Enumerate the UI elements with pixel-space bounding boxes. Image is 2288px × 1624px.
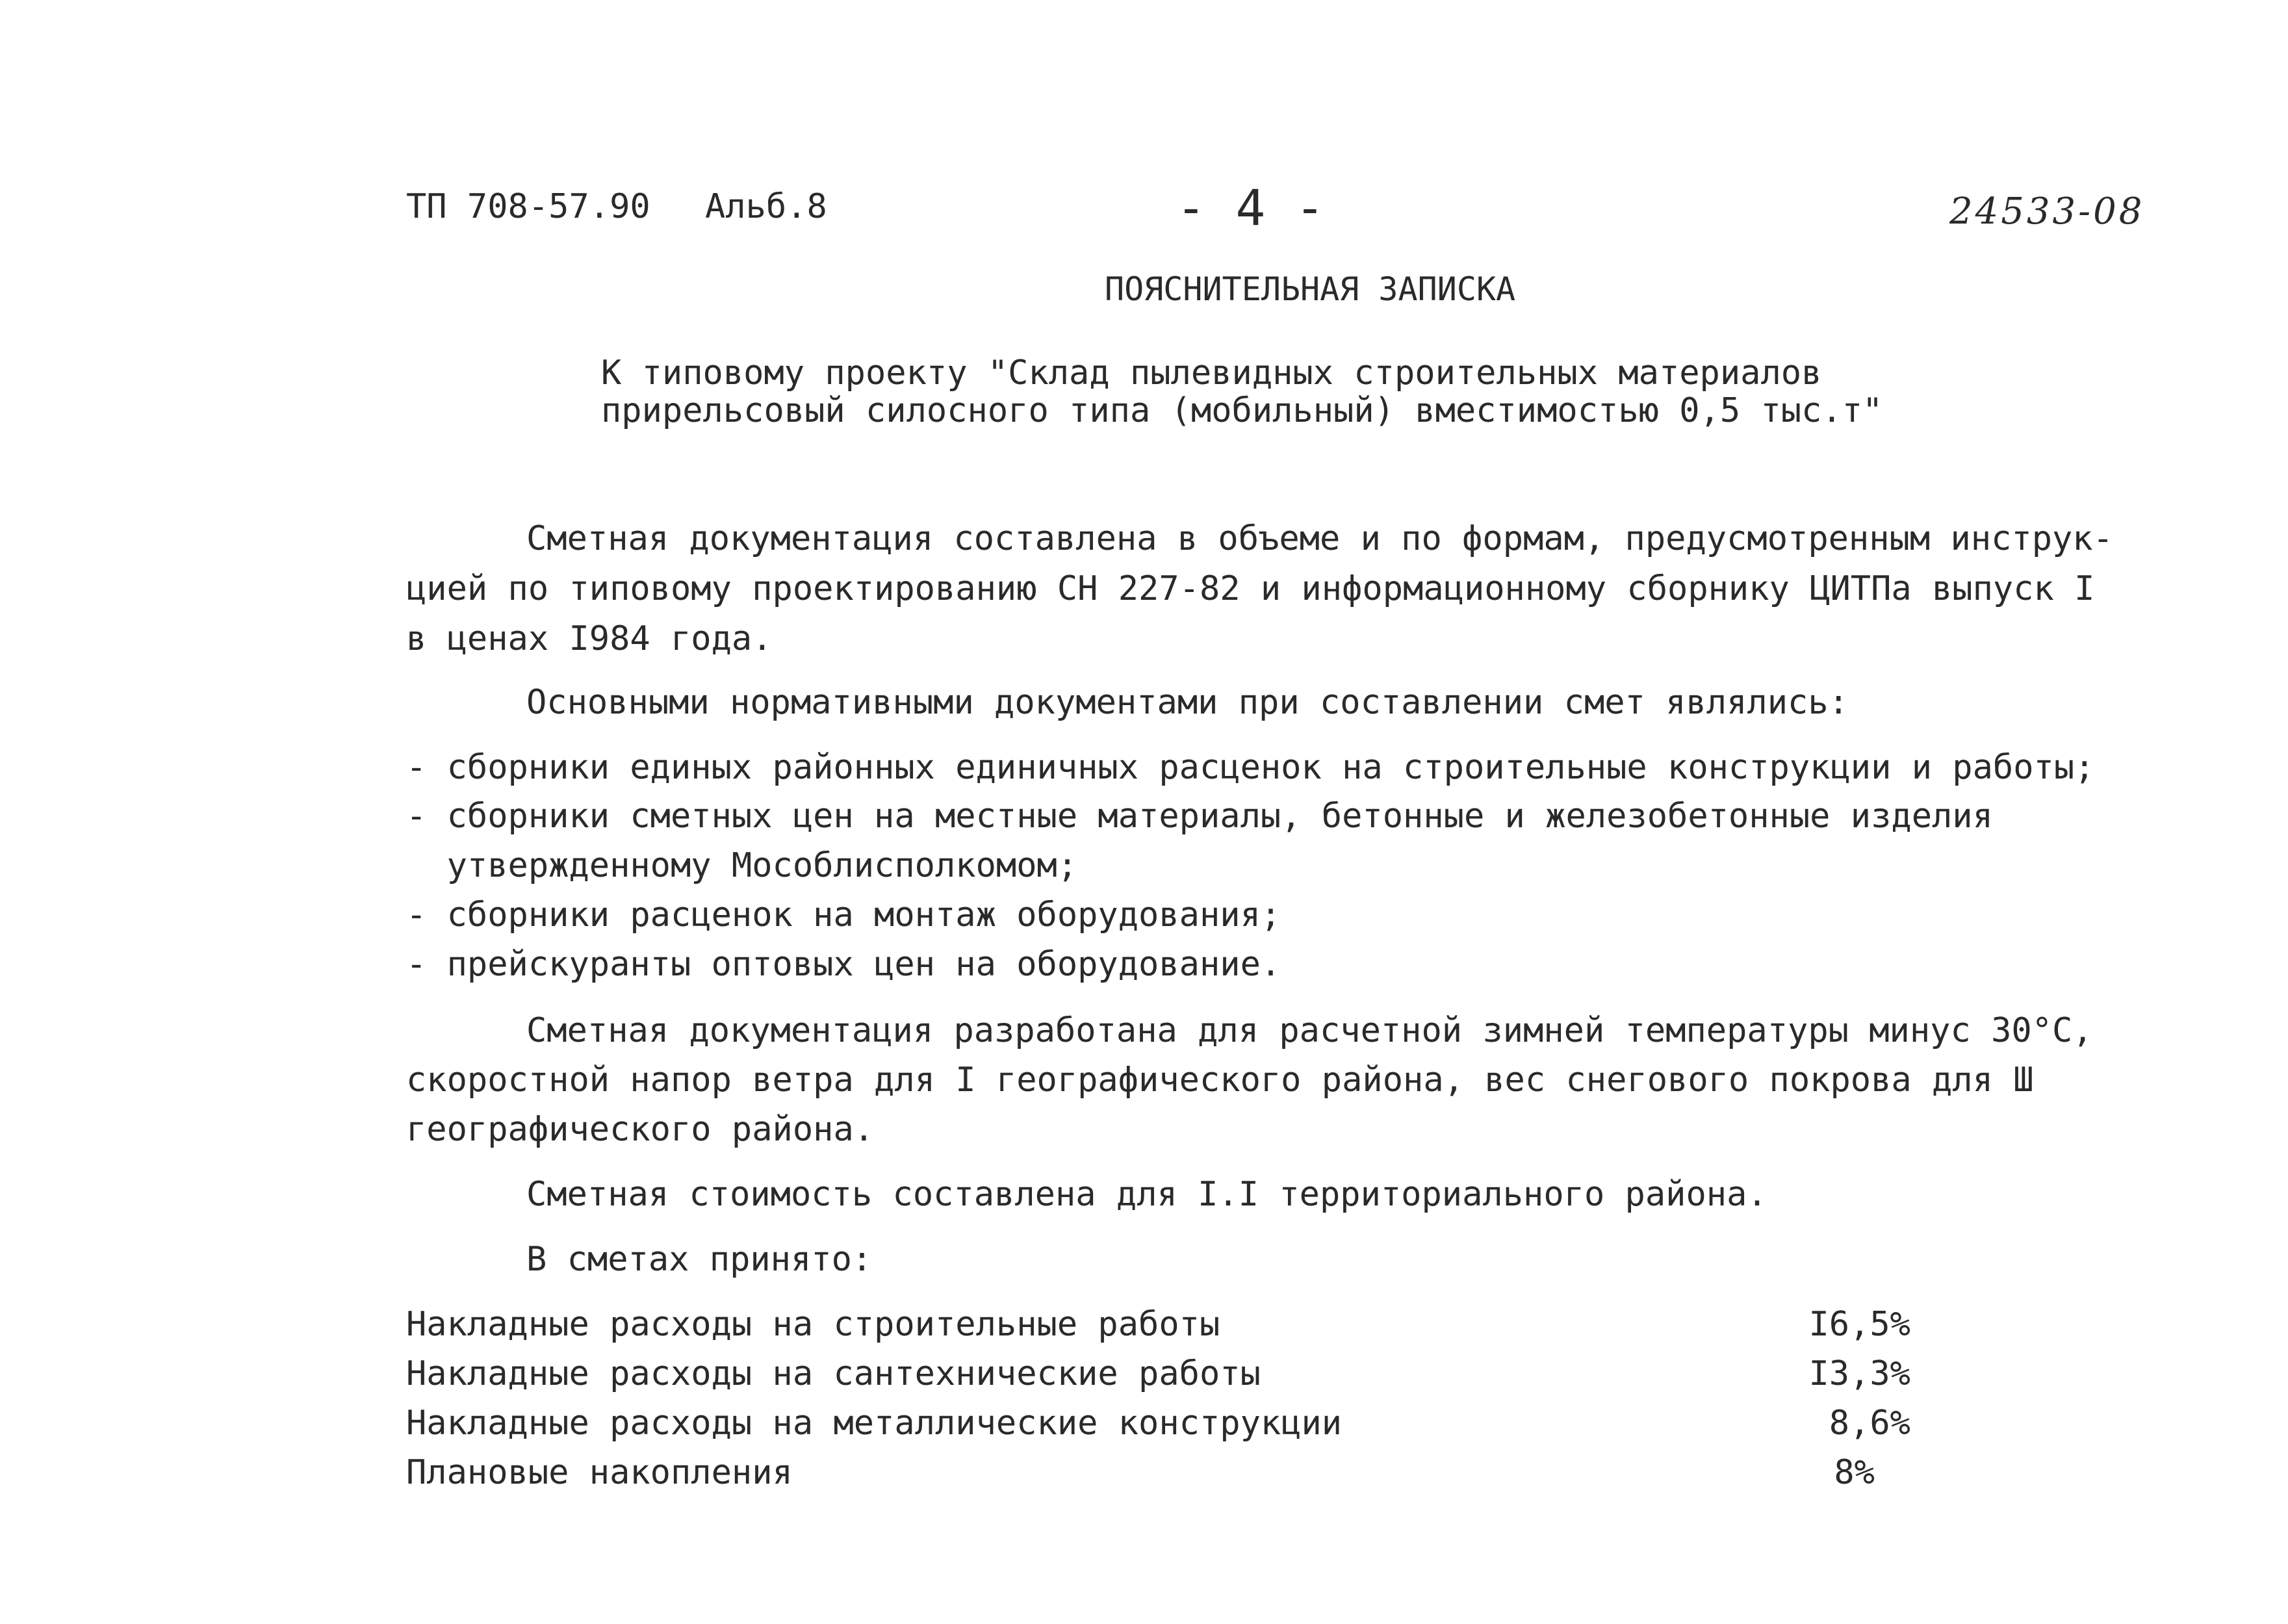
rate-label: Плановые накопления <box>406 1453 793 1492</box>
subtitle-line-2: прирельсовый силосного типа (мобильный) вместимостью 0,5 тыс.т" <box>601 391 1883 430</box>
inventory-number: 24533-08 <box>1949 190 2145 233</box>
rate-value: 8% <box>1834 1453 1875 1492</box>
paragraph-3-line-3: географического района. <box>406 1110 875 1149</box>
paragraph-4: Сметная стоимость составлена для I.I территориального района. <box>526 1175 1767 1214</box>
paragraph-2: Основными нормативными документами при составлении смет являлись: <box>526 683 1849 722</box>
paragraph-1-line-2: цией по типовому проектированию СН 227-82 и информационному сборнику ЦИТПа выпуск I <box>406 569 2095 608</box>
rate-label: Накладные расходы на сантехнические работы <box>406 1354 1261 1393</box>
list-item: утвержденному Мособлисполкомом; <box>406 846 1078 885</box>
rate-label: Накладные расходы на металлические конструкции <box>406 1404 1343 1443</box>
page-number: - 4 - <box>1176 179 1325 237</box>
paragraph-1-line-3: в ценах I984 года. <box>406 619 773 658</box>
rate-label: Накладные расходы на строительные работы <box>406 1305 1220 1344</box>
paragraph-3-line-1: Сметная документация разработана для расчетной зимней температуры минус 30°С, <box>526 1011 2093 1050</box>
document-code: ТП 708-57.90 <box>406 187 650 226</box>
album-number: Альб.8 <box>705 187 827 226</box>
page-title: ПОЯСНИТЕЛЬНАЯ ЗАПИСКА <box>1105 270 1516 308</box>
rate-value: 8,6% <box>1829 1404 1910 1443</box>
list-item: - прейскуранты оптовых цен на оборудование. <box>406 945 1281 984</box>
subtitle-line-1: К типовому проекту "Склад пылевидных строительных материалов <box>601 354 1822 393</box>
list-item: - сборники сметных цен на местные материалы, бетонные и железобетонные изделия <box>406 797 1993 836</box>
paragraph-3-line-2: скоростной напор ветра для I географического района, вес снегового покрова для Ш <box>406 1061 2034 1100</box>
rate-value: I6,5% <box>1808 1305 1910 1344</box>
paragraph-1-line-1: Сметная документация составлена в объеме и по формам, предусмотренным инструк- <box>526 519 2113 558</box>
paragraph-5: В сметах принято: <box>526 1240 873 1279</box>
list-item: - сборники единых районных единичных расценок на строительные конструкции и работы; <box>406 748 2095 787</box>
rate-value: I3,3% <box>1808 1354 1910 1393</box>
list-item: - сборники расценок на монтаж оборудования; <box>406 896 1281 934</box>
